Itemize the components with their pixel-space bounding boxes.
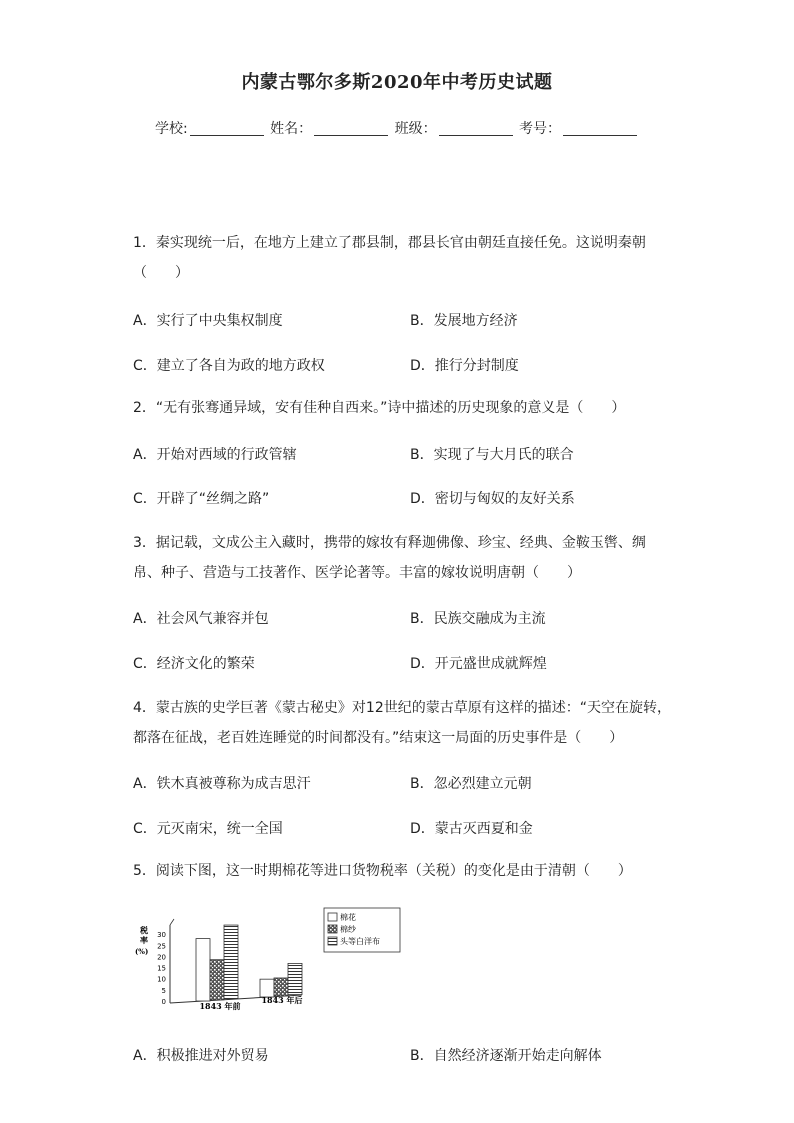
chart-y-tick-label: 15 [157,964,166,973]
chart-bar [224,925,238,999]
chart-ylabel-2: 率 [140,935,148,945]
chart-ylabel-1: 税 [140,925,148,935]
question-2-stem: 2．“无有张骞通异域，安有佳种自西来。”诗中描述的历史现象的意义是（ ） [133,400,626,416]
question-1-option-b[interactable]: B．发展地方经济 [410,313,518,329]
page-title: 内蒙古鄂尔多斯2020年中考历史试题 [241,72,553,93]
chart-y-tick-label: 0 [161,998,166,1006]
chart-bar [210,960,224,1000]
chart-y-tick-label: 30 [157,931,166,940]
chart-legend [324,908,400,952]
question-2-option-c[interactable]: C．开辟了“丝绸之路” [133,491,270,507]
chart-bars [196,925,302,1001]
school-blank[interactable] [190,121,264,136]
question-4-option-b[interactable]: B．忽必烈建立元朝 [410,776,532,792]
tariff-bar-chart [130,905,410,1015]
name-label: 姓名： [270,121,313,137]
chart-x-label: 1843 年后 [261,995,303,1005]
chart-bar [274,978,288,996]
class-blank[interactable] [439,121,513,136]
question-1-option-d[interactable]: D．推行分封制度 [410,358,519,374]
question-2-option-a[interactable]: A．开始对西域的行政管辖 [133,447,297,463]
question-3-option-c[interactable]: C．经济文化的繁荣 [133,656,255,672]
student-info-line [0,118,794,138]
question-1-option-a[interactable]: A．实行了中央集权制度 [133,313,283,329]
chart-axis-3d [170,919,174,925]
question-3-stem: 3．据记载，文成公主入藏时，携带的嫁妆有释迦佛像、珍宝、经典、金鞍玉辔、绸帛、种子、营造与工技著作、医学论著等。丰富的嫁妆说明唐朝（ ） [133,535,646,581]
legend-swatch-cloth [328,937,337,945]
legend-label-cotton: 棉花 [340,913,356,922]
question-5-stem: 5．阅读下图，这一时期棉花等进口货物税率（关税）的变化是由于清朝（ ） [133,863,632,879]
question-4-option-d[interactable]: D．蒙古灭西夏和金 [410,821,533,837]
chart-y-tick-label: 25 [157,942,166,951]
class-label: 班级： [394,121,437,137]
chart-y-tick-label: 5 [161,986,166,995]
question-1-option-c[interactable]: C．建立了各自为政的地方政权 [133,358,325,374]
question-4-option-a[interactable]: A．铁木真被尊称为成吉思汗 [133,776,311,792]
chart-y-ticks [157,931,166,1006]
legend-label-yarn: 棉纱 [340,925,356,934]
chart-bar [196,939,210,1001]
chart-x-label: 1843 年前 [199,1001,241,1011]
question-4-stem: 4．蒙古族的史学巨著《蒙古秘史》对12世纪的蒙古草原有这样的描述：“天空在旋转，都落在征战，老百姓连睡觉的时间都没有。”结束这一局面的历史事件是（ ） [133,700,671,746]
question-3-option-d[interactable]: D．开元盛世成就辉煌 [410,656,547,672]
legend-label-cloth: 头等白洋布 [340,937,380,946]
legend-swatch-cotton [328,913,337,921]
number-blank[interactable] [563,121,637,136]
question-2-option-b[interactable]: B．实现了与大月氏的联合 [410,447,574,463]
chart-y-tick-label: 10 [157,975,166,984]
name-blank[interactable] [314,121,388,136]
school-label: 学校: [154,121,188,137]
question-4-option-c[interactable]: C．元灭南宋，统一全国 [133,821,283,837]
number-label: 考号： [519,121,562,137]
question-3-option-a[interactable]: A．社会风气兼容并包 [133,611,269,627]
legend-swatch-yarn [328,925,337,933]
question-1-stem: 1．秦实现统一后，在地方上建立了郡县制，郡县长官由朝廷直接任免。这说明秦朝（ ） [133,235,646,281]
question-5-option-a[interactable]: A．积极推进对外贸易 [133,1048,269,1064]
question-3-option-b[interactable]: B．民族交融成为主流 [410,611,546,627]
question-5-option-b[interactable]: B．自然经济逐渐开始走向解体 [410,1048,602,1064]
chart-ylabel-3: (%) [135,947,149,956]
chart-bar [288,963,302,994]
chart-y-tick-label: 20 [157,953,166,962]
question-2-option-d[interactable]: D．密切与匈奴的友好关系 [410,491,575,507]
